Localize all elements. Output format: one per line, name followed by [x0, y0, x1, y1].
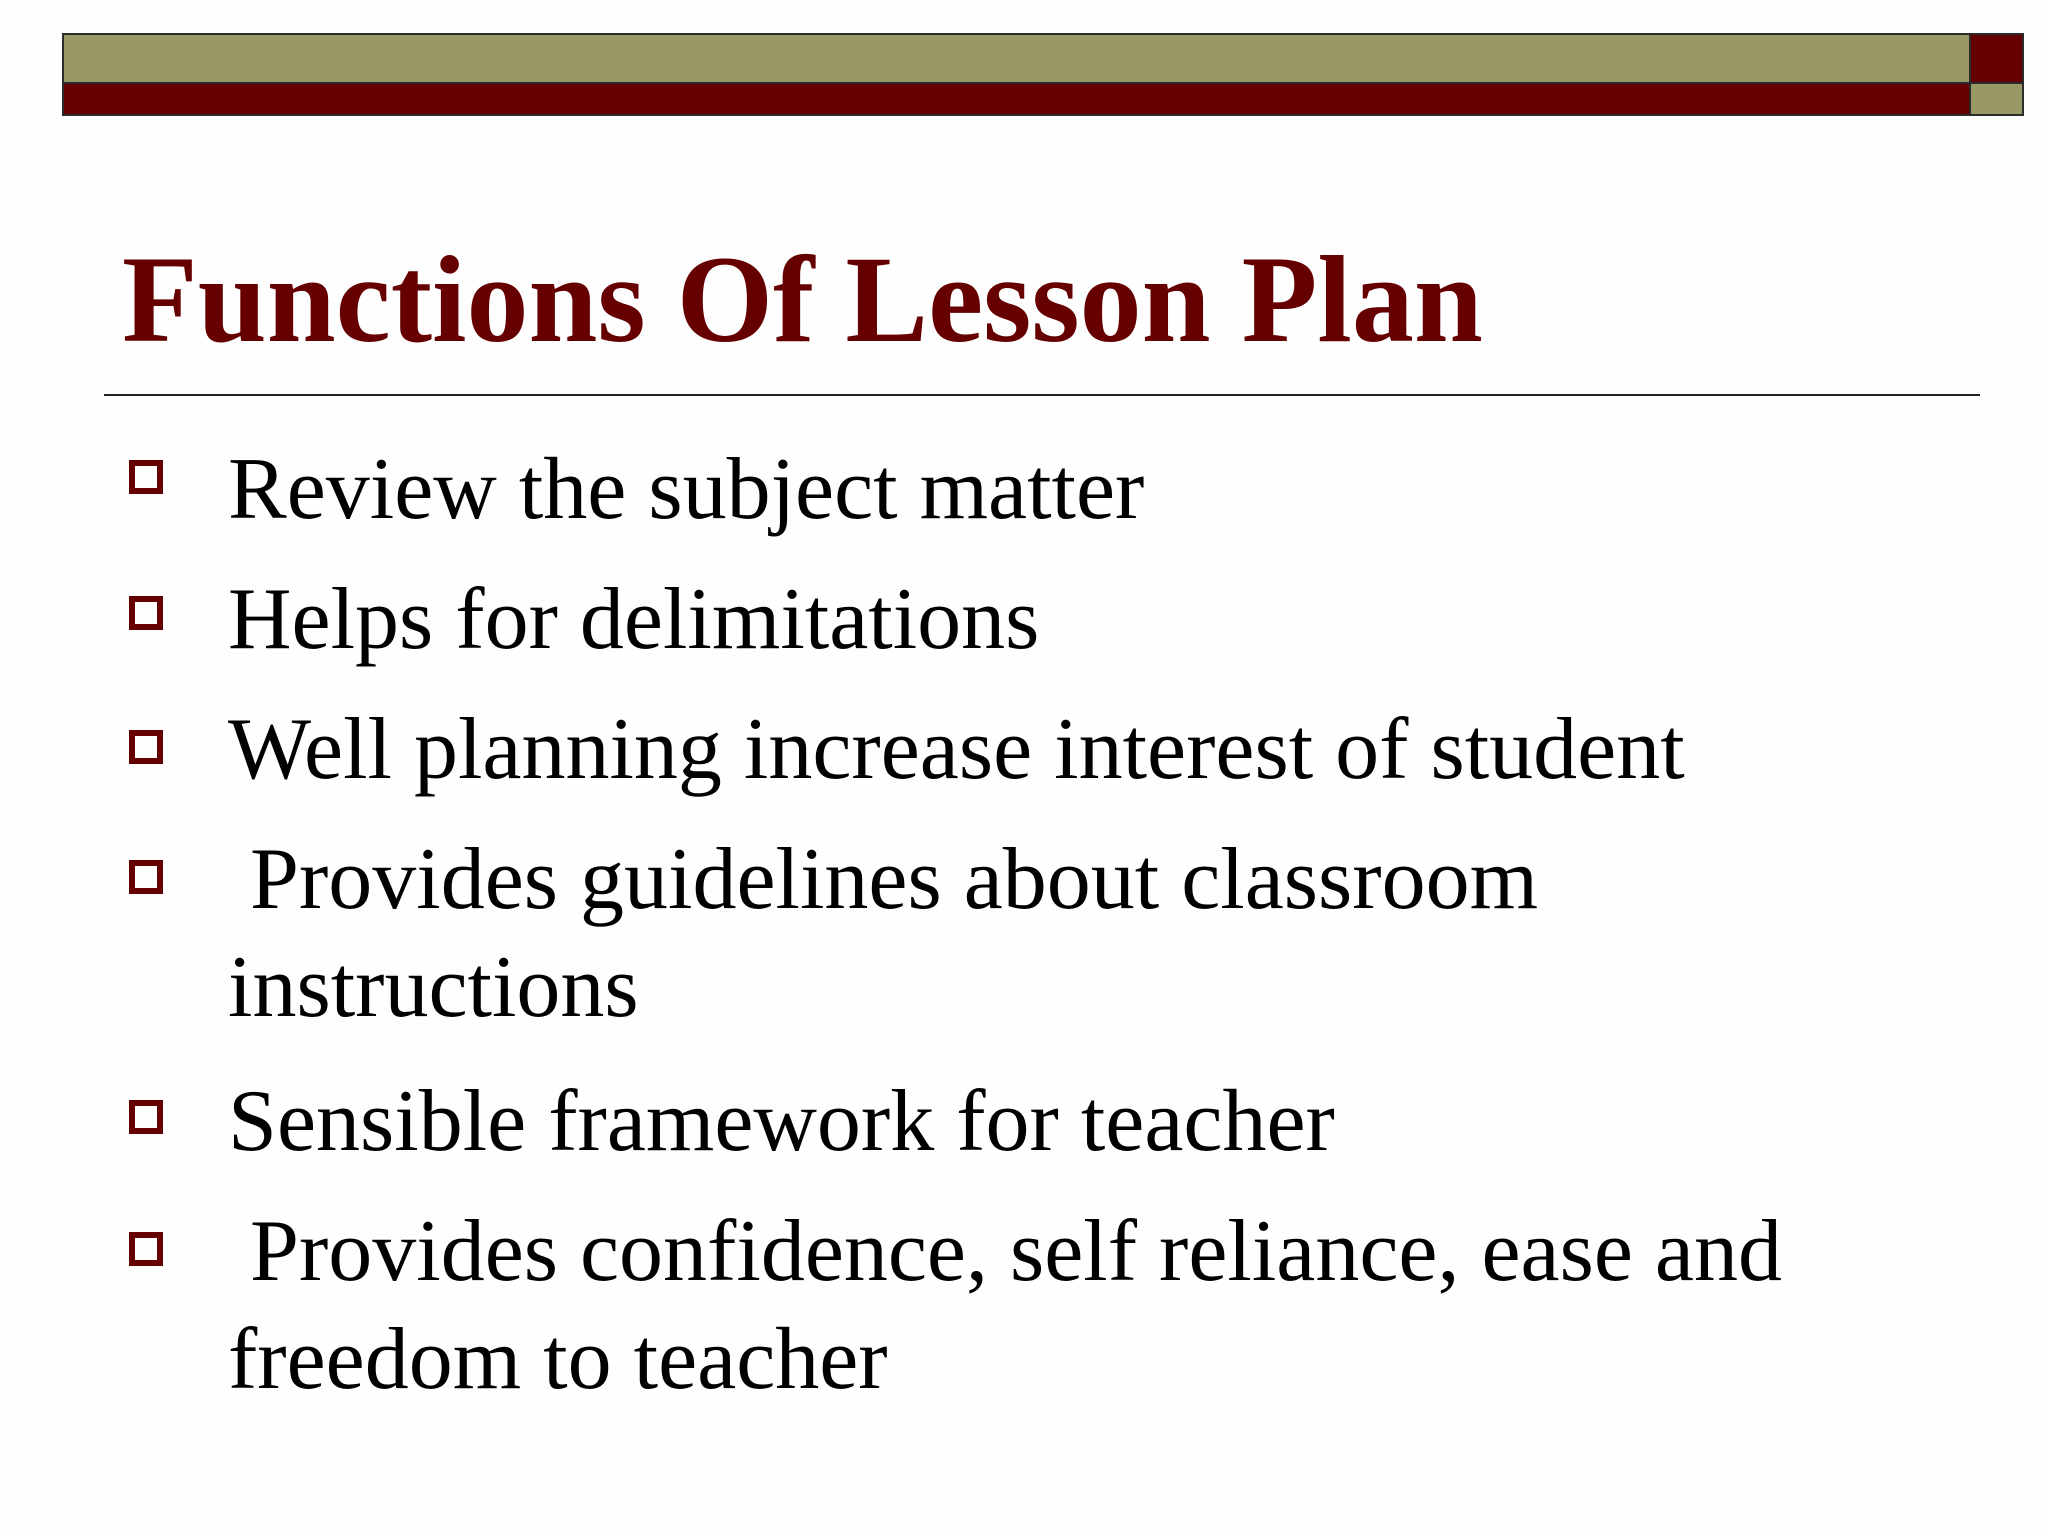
hollow-square-icon: [129, 730, 163, 764]
header-olive-stripe: [62, 33, 1971, 84]
hollow-square-icon: [129, 1100, 163, 1134]
bullet-text: Sensible framework for teacher: [228, 1073, 1335, 1170]
header-maroon-stripe: [62, 84, 1971, 116]
slide-title: Functions Of Lesson Plan: [122, 231, 1483, 368]
header-corner-maroon-block: [1971, 33, 2024, 84]
title-divider: [104, 394, 1980, 396]
hollow-square-icon: [129, 596, 163, 630]
bullet-text: Review the subject matter: [228, 441, 1145, 538]
hollow-square-icon: [129, 460, 163, 494]
bullet-text: Provides guidelines about classroom instructions: [228, 831, 1561, 1036]
hollow-square-icon: [129, 860, 163, 894]
bullet-text: Provides confidence, self reliance, ease and freedom to teacher: [228, 1203, 1804, 1408]
hollow-square-icon: [129, 1232, 163, 1266]
bullet-text: Helps for delimitations: [228, 571, 1040, 668]
header-decoration-bar: [62, 33, 2024, 116]
header-corner-olive-block: [1971, 84, 2024, 116]
bullet-text: Well planning increase interest of student: [228, 701, 1685, 798]
